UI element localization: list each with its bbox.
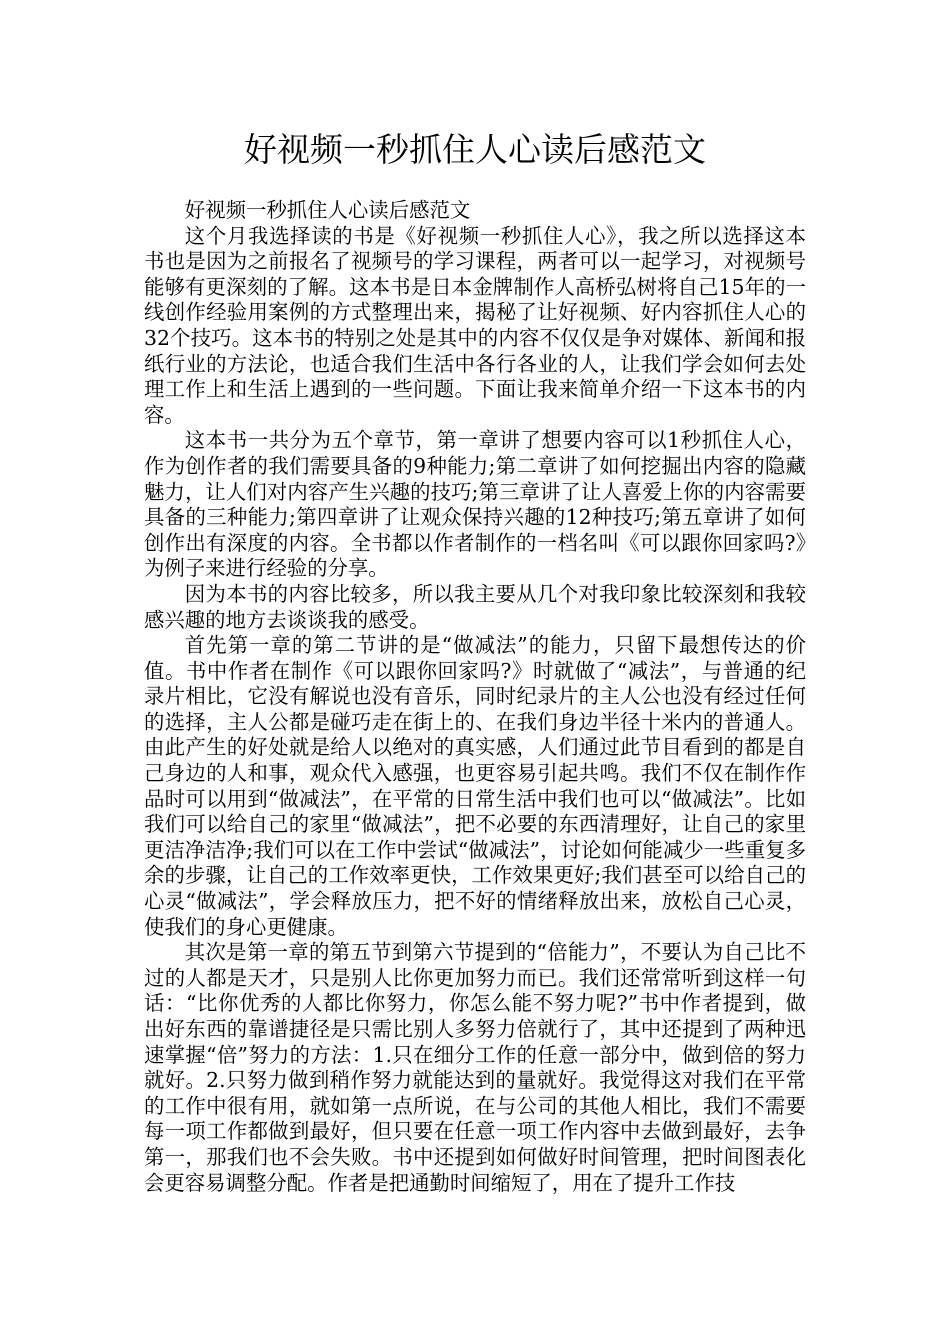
document-title: 好视频一秒抓住人心读后感范文: [244, 130, 706, 169]
paragraph: 这个月我选择读的书是《好视频一秒抓住人心》，我之所以选择这本书也是因为之前报名了视频号的学习课程，两者可以一起学习，对视频号能够有更深刻的了解。这本书是日本金牌制作人高桥弘树将自己15年的一线创作经验用案例的方式整理出来，揭秘了让好视频、好内容抓住人心的32个技巧。这本书的特别之处是其中的内容不仅仅是争对媒体、新闻和报纸行业的方法论，也适合我们生活中各行各业的人，让我们学会如何去处理工作上和生活上遇到的一些问题。下面让我来简单介绍一下这本书的内容。: [144, 223, 806, 427]
paragraph: 这本书一共分为五个章节，第一章讲了想要内容可以1秒抓住人心，作为创作者的我们需要具备的9种能力;第二章讲了如何挖掘出内容的隐藏魅力，让人们对内容产生兴趣的技巧;第三章讲了让人喜爱上你的内容需要具备的三种能力;第四章讲了让观众保持兴趣的12种技巧;第五章讲了如何创作出有深度的内容。全书都以作者制作的一档名叫《可以跟你回家吗?》为例子来进行经验的分享。: [144, 428, 806, 581]
paragraph-heading: 好视频一秒抓住人心读后感范文: [184, 198, 471, 222]
document-body: [144, 198, 806, 1196]
paragraph: 因为本书的内容比较多，所以我主要从几个对我印象比较深刻和我较感兴趣的地方去谈谈我的感受。: [144, 581, 806, 632]
paragraph: 首先第一章的第二节讲的是“做减法”的能力，只留下最想传达的价值。书中作者在制作《可以跟你回家吗?》时就做了“减法”，与普通的纪录片相比，它没有解说也没有音乐，同时纪录片的主人公也没有经过任何的选择，主人公都是碰巧走在街上的、在我们身边半径十米内的普通人。由此产生的好处就是给人以绝对的真实感，人们通过此节目看到的都是自己身边的人和事，观众代入感强，也更容易引起共鸣。我们不仅在制作作品时可以用到“做减法”，在平常的日常生活中我们也可以“做减法”。比如我们可以给自己的家里“做减法”，把不必要的东西清理好，让自己的家里更洁净洁净;我们可以在工作中尝试“做减法”，讨论如何能减少一些重复多余的步骤，让自己的工作效率更快，工作效果更好;我们甚至可以给自己的心灵“做减法”，学会释放压力，把不好的情绪释放出来，放松自己心灵，使我们的身心更健康。: [144, 633, 806, 939]
paragraph: 其次是第一章的第五节到第六节提到的“倍能力”，不要认为自己比不过的人都是天才，只是别人比你更加努力而已。我们还常常听到这样一句话：“比你优秀的人都比你努力，你怎么能不努力呢?”书中作者提到，做出好东西的靠谱捷径是只需比别人多努力倍就行了，其中还提到了两种迅速掌握“倍”努力的方法：1.只在细分工作的任意一部分中，做到倍的努力就好。2.只努力做到稍作努力就能达到的量就好。我觉得这对我们在平常的工作中很有用，就如第一点所说，在与公司的其他人相比，我们不需要每一项工作都做到最好，但只要在任意一项工作内容中去做到最好，去争第一，那我们也不会失败。书中还提到如何做好时间管理，把时间图表化会更容易调整分配。作者是把通勤时间缩短了，用在了提升工作技: [144, 940, 806, 1195]
